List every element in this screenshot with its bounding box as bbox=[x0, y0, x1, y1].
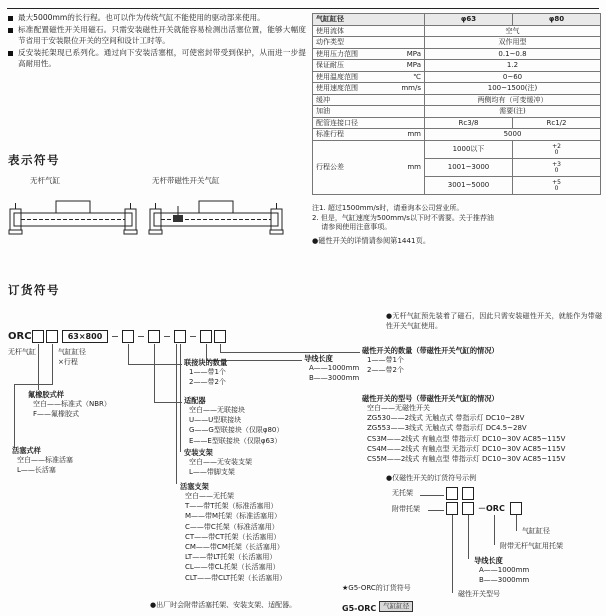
code-box-bore-stroke: 63×800 bbox=[62, 330, 108, 343]
connector-line bbox=[220, 352, 360, 353]
order-option: LT——带LT托架（长活塞用） bbox=[185, 553, 277, 562]
order-option: L——长活塞 bbox=[17, 466, 56, 475]
feature-item: 标准配置磁性开关用磁石。只需安装磁性开关就能容易检测出活塞位置，能够大幅度节省用于安装限位开关的空间和设计工时等。 bbox=[8, 25, 306, 46]
code-box-seal bbox=[32, 330, 44, 343]
diagram-label-rodless: 无杆气缸 bbox=[30, 176, 60, 185]
order-option: 空白——无联接块 bbox=[189, 406, 245, 414]
connector-line bbox=[154, 344, 155, 402]
code-box-switch bbox=[214, 330, 226, 343]
row-value-80: Rc1/2 bbox=[513, 117, 601, 129]
connector-line bbox=[468, 515, 469, 559]
group-options bbox=[304, 363, 359, 383]
example-label-bore: 气缸缸径 bbox=[522, 527, 550, 535]
col-header-bore: 气缸缸径 bbox=[313, 14, 425, 26]
factory-note: ●出厂时会附带活塞托架、安装支架、适配器。 bbox=[150, 601, 297, 609]
rodless-cylinder-diagram bbox=[8, 186, 138, 242]
col-header-80: φ80 bbox=[513, 14, 601, 26]
connector-line bbox=[180, 344, 181, 452]
row-value: 0.1~0.8 bbox=[425, 48, 601, 60]
spec-row-stroke bbox=[313, 129, 601, 141]
row-label: 缓冲 bbox=[313, 94, 425, 106]
g5-code-text: G5-ORC bbox=[342, 604, 377, 613]
order-option: 空白——无安装支架 bbox=[189, 458, 252, 466]
row-label: 使用压力范围 MPa bbox=[313, 48, 425, 60]
connector-line bbox=[452, 515, 453, 593]
rodless-cylinder-with-switch-diagram bbox=[148, 186, 288, 242]
example-no-bracket-label: 无托架 bbox=[392, 489, 413, 497]
order-option: L——带脚支架 bbox=[189, 468, 235, 477]
order-option: 2——带2个 bbox=[367, 366, 404, 375]
order-option: CLT——带CLT托架（长活塞用） bbox=[185, 573, 287, 582]
connector-line bbox=[128, 364, 182, 365]
order-option: E——E型联接块（仅限φ63） bbox=[189, 436, 282, 445]
row-value: 双作用型 bbox=[425, 37, 601, 49]
order-option: 1——带1个 bbox=[189, 368, 226, 376]
example-group-lead bbox=[474, 556, 529, 585]
row-value-63: Rc3/8 bbox=[425, 117, 513, 129]
group-title: 磁性开关的型号（带磁性开关气缸的情况） bbox=[362, 394, 499, 403]
order-option: B——3000mm bbox=[309, 374, 360, 383]
order-option: A——1000mm bbox=[309, 364, 360, 372]
example-with-bracket-label: 附带托架 bbox=[392, 505, 420, 513]
feature-list bbox=[8, 13, 306, 71]
order-option: A——1000mm bbox=[479, 566, 530, 574]
g5-bore-chip: 气缸缸径 bbox=[379, 601, 413, 613]
g5-order-code bbox=[342, 596, 413, 615]
order-group-lead-length bbox=[304, 354, 359, 383]
code-dash bbox=[112, 336, 118, 337]
connector-line bbox=[494, 515, 495, 545]
row-label: 使用流体 bbox=[313, 25, 425, 37]
group-title: 安装支架 bbox=[184, 448, 213, 457]
order-option: C——带C托架（标准活塞用） bbox=[185, 522, 279, 531]
example-label-bracket: 附带无杆气缸用托架 bbox=[500, 542, 563, 550]
order-option: B——3000mm bbox=[479, 576, 530, 585]
row-label: 保证耐压 MPa bbox=[313, 60, 425, 72]
code-box-adapter bbox=[148, 330, 160, 343]
group-options bbox=[12, 455, 73, 475]
group-title: 磁性开关的数量（带磁性开关气缸的情况） bbox=[362, 346, 499, 355]
group-options bbox=[184, 367, 227, 387]
example-code-box-lead bbox=[462, 502, 474, 515]
spec-row bbox=[313, 94, 601, 106]
code-box-block-qty bbox=[122, 330, 134, 343]
connector-line bbox=[14, 384, 53, 385]
top-divider bbox=[7, 8, 599, 9]
row-value: 0~60 bbox=[425, 71, 601, 83]
order-option: CS5M——2线式 有触点型 带指示灯 DC10~30V AC85~115V bbox=[367, 455, 566, 464]
order-option: CL——带CL托架（长活塞用） bbox=[185, 563, 280, 572]
example-code-box bbox=[446, 487, 458, 500]
tolerance-range: 3001~5000 bbox=[425, 176, 513, 194]
diagram-label-rodless-switch: 无杆带磁性开关气缸 bbox=[152, 176, 220, 185]
spec-row bbox=[313, 106, 601, 118]
order-option: CM——带CM托架（长活塞用） bbox=[185, 543, 284, 552]
col-header-63: φ63 bbox=[425, 14, 513, 26]
order-option: T——带T托架（标准活塞用） bbox=[185, 502, 278, 511]
example-code-box bbox=[462, 487, 474, 500]
connector-line bbox=[128, 344, 129, 364]
tolerance-value: +5 0 bbox=[513, 176, 601, 194]
order-option: 空白——标准式（NBR） bbox=[33, 400, 111, 408]
row-value: 100~1500(注) bbox=[425, 83, 601, 95]
spec-row bbox=[313, 83, 601, 95]
order-option: F——氟橡胶式 bbox=[33, 410, 80, 419]
ordering-heading: 订货符号 bbox=[8, 283, 60, 297]
row-value: 两侧均有（可变缓冲） bbox=[425, 94, 601, 106]
order-option: ZG553——3线式 无触点式 带指示灯 DC4.5~28V bbox=[367, 424, 527, 433]
tolerance-range: 1000以下 bbox=[425, 140, 513, 158]
connector-line bbox=[52, 344, 53, 384]
row-value: 5000 bbox=[425, 129, 601, 141]
label-stroke: ×行程 bbox=[58, 358, 78, 366]
tolerance-range: 1001~3000 bbox=[425, 158, 513, 176]
connector-line bbox=[220, 344, 221, 352]
table-note-line: 请参阅使用注意事项。 bbox=[312, 223, 392, 231]
order-group-seal bbox=[28, 390, 111, 419]
magnetic-switch-mark bbox=[173, 215, 183, 222]
table-note-line: 2. 但是，气缸速度为500mm/s以下时不需要。关于推荐油 bbox=[312, 213, 494, 222]
group-options bbox=[184, 457, 252, 477]
group-title: 氟橡胶式样 bbox=[28, 390, 64, 399]
spec-table bbox=[312, 13, 601, 195]
group-options bbox=[362, 355, 499, 375]
group-options bbox=[180, 491, 286, 583]
order-option: 空白——标准活塞 bbox=[17, 456, 73, 464]
connector-line bbox=[516, 515, 517, 531]
order-option: CS3M——2线式 有触点型 带指示灯 DC10~30V AC85~115V bbox=[367, 434, 566, 443]
g5-order-title: ★G5-ORC的订货符号 bbox=[342, 584, 411, 592]
group-title: 联接块的数量 bbox=[184, 358, 228, 367]
order-option: CT——带CT托架（长活塞用） bbox=[185, 532, 281, 541]
order-group-piston bbox=[12, 446, 73, 475]
code-dash bbox=[164, 336, 170, 337]
order-group-switch-qty bbox=[362, 346, 499, 375]
order-option: CS4M——2线式 有触点型 无指示灯 DC10~30V AC85~115V bbox=[367, 444, 566, 453]
code-dash bbox=[138, 336, 144, 337]
order-option: M——带M托架（标准活塞用） bbox=[185, 512, 282, 521]
row-label: 动作类型 bbox=[313, 37, 425, 49]
order-option: 空白——无托架 bbox=[185, 492, 234, 500]
group-options bbox=[184, 405, 283, 446]
feature-item: 最大5000mm的长行程。也可以作为传统气缸不能使用的驱动部来使用。 bbox=[8, 13, 306, 23]
order-group-adapter bbox=[184, 396, 283, 446]
switch-detail-note: ●磁性开关的详情请参阅第1441页。 bbox=[312, 236, 431, 245]
label-rodless-cylinder: 无杆气缸 bbox=[8, 348, 36, 356]
group-title: 活塞式样 bbox=[12, 446, 41, 455]
order-option: ZG530——2线式 无触点式 带指示灯 DC10~28V bbox=[367, 414, 525, 423]
row-label: 行程公差 mm bbox=[313, 140, 425, 194]
order-group-switch-model bbox=[362, 394, 565, 464]
tolerance-value: +2 0 bbox=[513, 140, 601, 158]
code-box-bracket bbox=[174, 330, 186, 343]
row-label: 加油 bbox=[313, 106, 425, 118]
row-value: 空气 bbox=[425, 25, 601, 37]
spec-row bbox=[313, 37, 601, 49]
order-group-block-qty bbox=[184, 358, 227, 387]
connector-line bbox=[420, 495, 444, 496]
spec-row-piping bbox=[313, 117, 601, 129]
group-options bbox=[362, 403, 565, 464]
spec-row bbox=[313, 25, 601, 37]
example-label-model: 磁性开关型号 bbox=[458, 590, 500, 598]
spec-row bbox=[313, 60, 601, 72]
code-box-piston bbox=[46, 330, 58, 343]
spec-row bbox=[313, 48, 601, 60]
row-value: 1.2 bbox=[425, 60, 601, 72]
table-note-line: 注1. 超过1500mm/s时，请垂询本公司营业所。 bbox=[312, 204, 464, 212]
row-label: 配管连接口径 bbox=[313, 117, 425, 129]
feature-item: 反安装托架现已系列化。通过向下安装活塞框，可使密封带受到保护，从而进一步提高耐用性。 bbox=[8, 48, 306, 69]
spec-row bbox=[313, 71, 601, 83]
row-value: 需要(注) bbox=[425, 106, 601, 118]
row-label: 使用温度范围 ℃ bbox=[313, 71, 425, 83]
order-group-piston-bracket bbox=[180, 482, 286, 583]
group-title: 导线长度 bbox=[304, 354, 333, 363]
switch-order-example-title: ●仅磁性开关的订货符号示例 bbox=[386, 474, 477, 482]
group-title: 适配器 bbox=[184, 396, 206, 405]
example-dash: － bbox=[478, 504, 486, 513]
example-code-box-model bbox=[446, 502, 458, 515]
connector-line bbox=[176, 344, 177, 484]
order-option: G——G型联接块（仅限φ80） bbox=[189, 426, 284, 435]
code-dash bbox=[190, 336, 196, 337]
symbols-heading: 表示符号 bbox=[8, 153, 60, 167]
spec-header-row bbox=[313, 14, 601, 26]
table-notes bbox=[312, 204, 604, 233]
group-options bbox=[28, 399, 111, 419]
connector-line bbox=[428, 510, 444, 511]
tolerance-value: +3 0 bbox=[513, 158, 601, 176]
connector-line bbox=[14, 384, 15, 448]
label-bore: 气缸缸径 bbox=[58, 348, 86, 356]
row-label: 使用速度范围 mm/s bbox=[313, 83, 425, 95]
order-option: 1——带1个 bbox=[367, 356, 404, 364]
spec-row-tolerance bbox=[313, 140, 601, 158]
connector-line bbox=[154, 402, 182, 403]
order-group-mount bbox=[184, 448, 252, 477]
magnet-note: ●无杆气缸预先装着了磁石，因此只需安装磁性开关，就能作为带磁性开关气缸使用。 bbox=[386, 312, 602, 330]
order-option: U——U型联接块 bbox=[189, 416, 242, 425]
group-title: 活塞支架 bbox=[180, 482, 209, 491]
order-code-prefix: ORC bbox=[8, 331, 32, 342]
order-option: 空白——无磁性开关 bbox=[367, 404, 430, 412]
example-code-box-bore bbox=[510, 502, 522, 515]
example-orc-text: ORC bbox=[486, 504, 505, 513]
order-option: 2——带2个 bbox=[189, 378, 226, 387]
code-box-lead-length bbox=[200, 330, 212, 343]
group-title: 导线长度 bbox=[474, 556, 503, 565]
row-label: 标准行程 mm bbox=[313, 129, 425, 141]
